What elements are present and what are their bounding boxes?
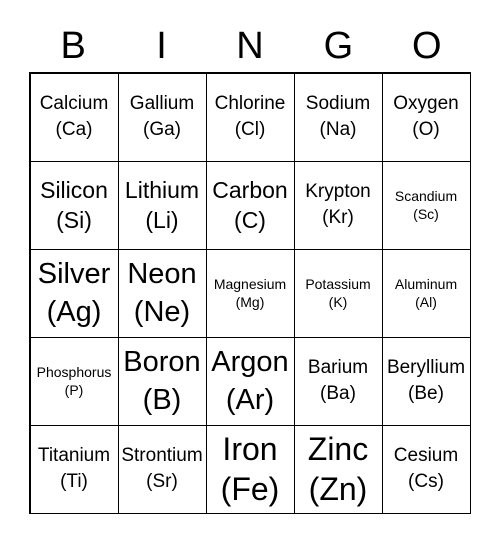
bingo-cell[interactable] <box>382 337 471 426</box>
bingo-cell[interactable] <box>30 73 119 162</box>
element-name: Calcium <box>39 93 109 114</box>
element-name: Silver <box>37 258 111 290</box>
bingo-cell[interactable] <box>206 73 295 162</box>
element-symbol: (Be) <box>408 383 444 404</box>
bingo-cell[interactable] <box>118 249 207 338</box>
element-symbol: (Sc) <box>413 206 439 222</box>
bingo-cell[interactable] <box>382 249 471 338</box>
element-symbol: (Ga) <box>143 119 181 140</box>
bingo-cell[interactable] <box>30 425 119 514</box>
element-symbol: (Mg) <box>235 294 265 310</box>
bingo-cell[interactable] <box>294 337 383 426</box>
bingo-cell[interactable] <box>294 161 383 250</box>
element-name: Lithium <box>124 177 200 203</box>
element-symbol: (P) <box>64 382 84 398</box>
header-letter-n: N <box>236 25 264 67</box>
bingo-cell[interactable] <box>206 249 295 338</box>
element-name: Beryllium <box>386 357 466 378</box>
bingo-cell[interactable] <box>206 425 295 514</box>
element-name: Barium <box>307 357 369 378</box>
element-name: Scandium <box>394 188 458 204</box>
element-symbol: (Ar) <box>225 384 275 416</box>
element-symbol: (O) <box>412 119 440 140</box>
element-name: Sodium <box>305 93 371 114</box>
bingo-cell[interactable] <box>30 249 119 338</box>
element-name: Argon <box>211 346 289 378</box>
element-symbol: (Kr) <box>322 207 354 228</box>
bingo-cell[interactable] <box>30 161 119 250</box>
bingo-cell[interactable] <box>118 425 207 514</box>
bingo-cell[interactable] <box>382 161 471 250</box>
element-symbol: (Ag) <box>46 296 102 328</box>
element-name: Carbon <box>212 177 288 203</box>
bingo-cell[interactable] <box>382 73 471 162</box>
element-symbol: (Cl) <box>234 119 266 140</box>
element-symbol: (Fe) <box>220 471 280 507</box>
bingo-header <box>29 20 471 72</box>
bingo-cell[interactable] <box>206 337 295 426</box>
element-symbol: (K) <box>328 294 348 310</box>
element-name: Potassium <box>305 276 371 292</box>
element-name: Aluminum <box>394 276 458 292</box>
element-name: Krypton <box>305 181 371 202</box>
element-name: Boron <box>123 346 201 378</box>
element-symbol: (Ti) <box>60 471 88 492</box>
bingo-cell[interactable] <box>118 161 207 250</box>
element-symbol: (Na) <box>319 119 357 140</box>
element-name: Chlorine <box>214 93 286 114</box>
header-letter-g: G <box>323 25 354 67</box>
element-name: Oxygen <box>393 93 459 114</box>
bingo-cell[interactable] <box>294 73 383 162</box>
element-symbol: (Zn) <box>308 471 368 507</box>
bingo-cell[interactable] <box>30 337 119 426</box>
element-name: Strontium <box>121 445 203 466</box>
bingo-cell[interactable] <box>118 337 207 426</box>
element-name: Zinc <box>307 431 369 467</box>
element-symbol: (Cs) <box>408 471 444 492</box>
element-symbol: (Li) <box>145 207 179 233</box>
element-symbol: (Ca) <box>55 119 93 140</box>
bingo-card-grid <box>29 72 471 514</box>
header-letter-b: B <box>60 25 86 67</box>
element-symbol: (Ne) <box>133 296 191 328</box>
bingo-cell[interactable] <box>294 425 383 514</box>
element-name: Neon <box>127 258 197 290</box>
bingo-cell[interactable] <box>382 425 471 514</box>
element-symbol: (C) <box>234 207 266 233</box>
element-name: Silicon <box>40 177 108 203</box>
element-name: Cesium <box>393 445 459 466</box>
element-name: Magnesium <box>213 276 287 292</box>
element-symbol: (Ba) <box>320 383 356 404</box>
element-name: Iron <box>222 431 278 467</box>
element-symbol: (Si) <box>56 207 92 233</box>
element-name: Titanium <box>37 445 111 466</box>
bingo-cell[interactable] <box>206 161 295 250</box>
header-letter-o: O <box>411 25 442 67</box>
element-symbol: (Al) <box>415 294 437 310</box>
header-letter-i: I <box>156 25 167 67</box>
element-symbol: (B) <box>142 384 182 416</box>
element-symbol: (Sr) <box>146 471 178 492</box>
element-name: Phosphorus <box>36 364 112 380</box>
bingo-cell[interactable] <box>118 73 207 162</box>
bingo-cell[interactable] <box>294 249 383 338</box>
element-name: Gallium <box>129 93 195 114</box>
